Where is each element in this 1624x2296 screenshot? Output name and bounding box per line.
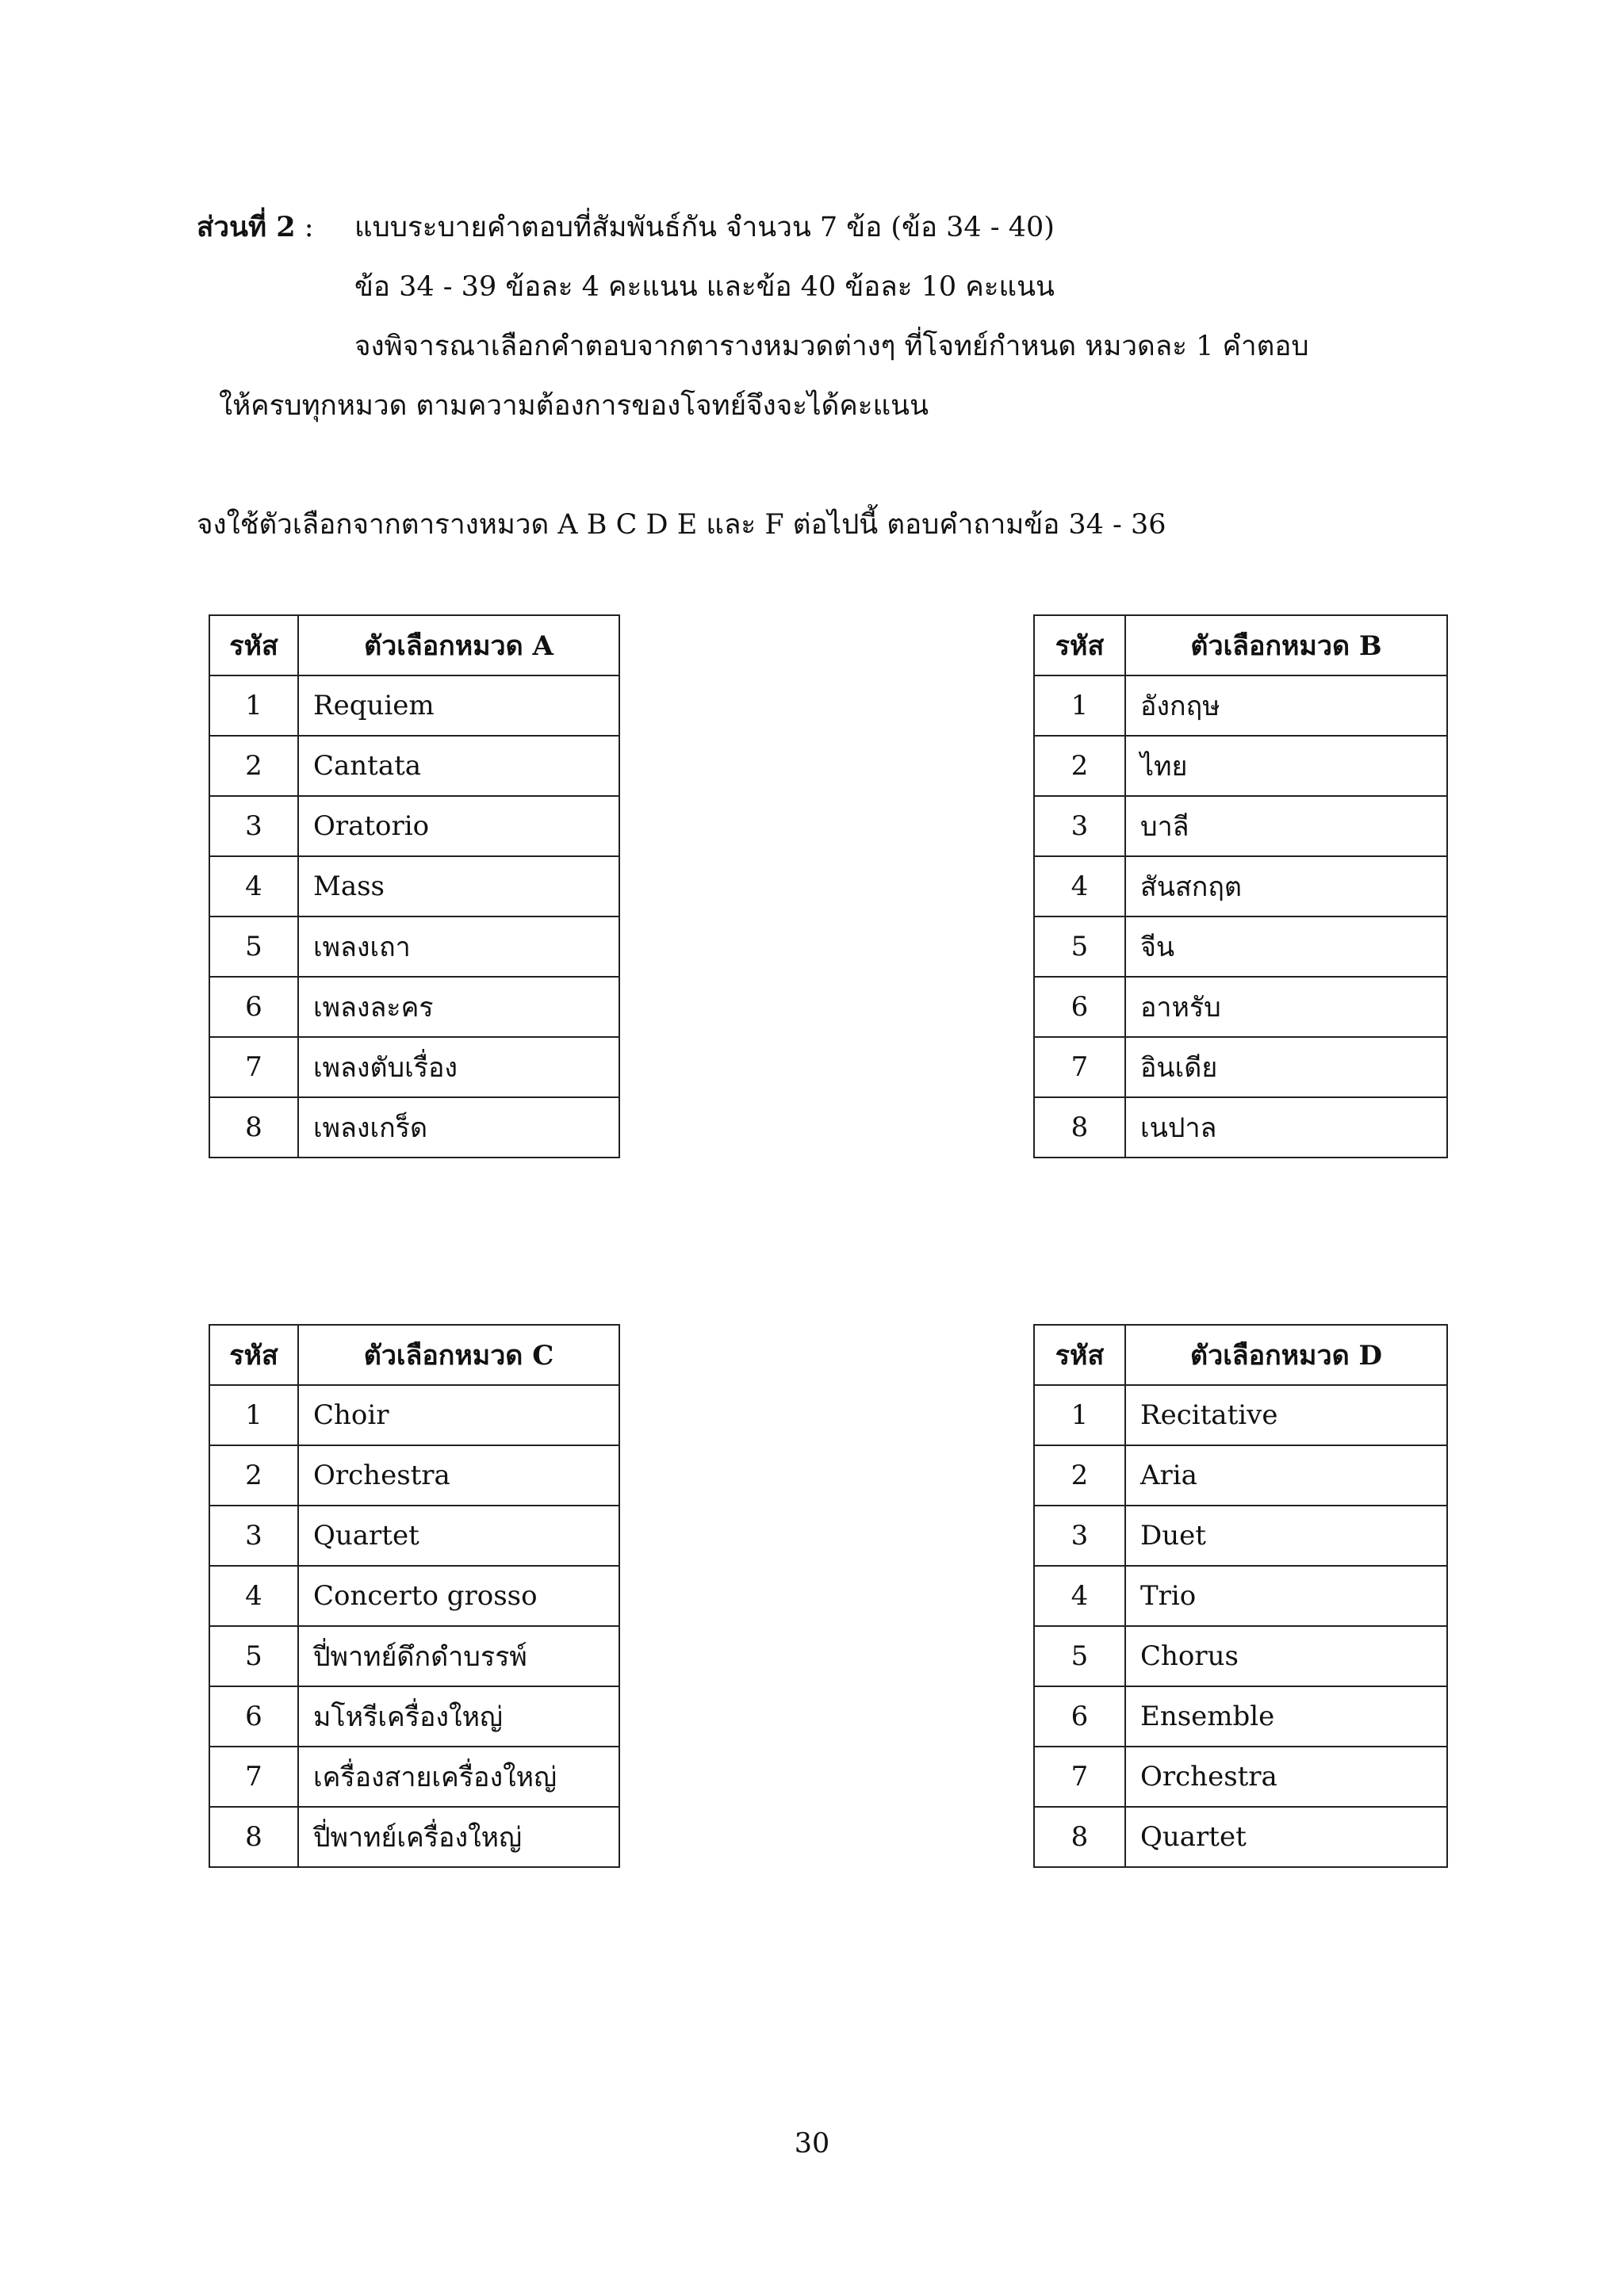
option-label: Recitative [1125, 1385, 1447, 1445]
option-label: ปี่พาทย์เครื่องใหญ่ [298, 1807, 619, 1867]
table-row [1034, 1097, 1447, 1158]
option-code: 3 [209, 796, 298, 856]
option-code: 3 [1034, 1506, 1125, 1566]
page-number: 30 [794, 2128, 830, 2160]
option-code: 1 [209, 675, 298, 736]
option-code: 5 [209, 916, 298, 977]
option-code: 2 [1034, 736, 1125, 796]
table-row [209, 1506, 619, 1566]
table-row [209, 916, 619, 977]
code-header: รหัส [1034, 1325, 1125, 1385]
option-label: Ensemble [1125, 1686, 1447, 1747]
table-row [209, 977, 619, 1037]
table-header-row [209, 1325, 619, 1385]
option-label: อินเดีย [1125, 1037, 1447, 1097]
code-header: รหัส [1034, 615, 1125, 675]
table-row [209, 1626, 619, 1686]
option-code: 8 [1034, 1097, 1125, 1158]
option-label: เพลงเกร็ด [298, 1097, 619, 1158]
option-code: 4 [209, 856, 298, 916]
option-code: 6 [1034, 1686, 1125, 1747]
option-code: 4 [209, 1566, 298, 1626]
option-header: ตัวเลือกหมวด D [1125, 1325, 1447, 1385]
option-code: 7 [209, 1747, 298, 1807]
section-line-3: จงพิจารณาเลือกคำตอบจากตารางหมวดต่างๆ ที่โจทย์กำหนด หมวดละ 1 คำตอบ [354, 331, 1309, 362]
option-code: 4 [1034, 1566, 1125, 1626]
option-label: เพลงละคร [298, 977, 619, 1037]
table-row [1034, 1566, 1447, 1626]
option-label: จีน [1125, 916, 1447, 977]
option-label: มโหรีเครื่องใหญ่ [298, 1686, 619, 1747]
section-line-1: แบบระบายคำตอบที่สัมพันธ์กัน จำนวน 7 ข้อ (ข้อ 34 - 40) [354, 212, 1055, 243]
option-code: 1 [1034, 1385, 1125, 1445]
table-row [209, 1807, 619, 1867]
option-label: บาลี [1125, 796, 1447, 856]
option-code: 3 [1034, 796, 1125, 856]
option-code: 5 [1034, 916, 1125, 977]
table-header-row [209, 615, 619, 675]
table-row [1034, 977, 1447, 1037]
option-label: อังกฤษ [1125, 675, 1447, 736]
code-header: รหัส [209, 615, 298, 675]
table-row [209, 1566, 619, 1626]
table-row [1034, 675, 1447, 736]
option-label: Quartet [298, 1506, 619, 1566]
table-header-row [1034, 615, 1447, 675]
options-table-a [209, 614, 620, 1158]
option-label: เครื่องสายเครื่องใหญ่ [298, 1747, 619, 1807]
options-table-b [1033, 614, 1448, 1158]
table-header-row [1034, 1325, 1447, 1385]
option-label: Choir [298, 1385, 619, 1445]
option-label: ปี่พาทย์ดึกดำบรรพ์ [298, 1626, 619, 1686]
table-row [1034, 736, 1447, 796]
option-code: 8 [209, 1807, 298, 1867]
options-table-c [209, 1324, 620, 1868]
table-row [1034, 1747, 1447, 1807]
option-label: เนปาล [1125, 1097, 1447, 1158]
table-row [1034, 916, 1447, 977]
section-separator: : [304, 212, 314, 243]
table-row [1034, 1445, 1447, 1506]
options-table-d [1033, 1324, 1448, 1868]
option-label: Trio [1125, 1566, 1447, 1626]
option-code: 1 [1034, 675, 1125, 736]
table-row [209, 1385, 619, 1445]
table-row [1034, 1807, 1447, 1867]
option-label: Duet [1125, 1506, 1447, 1566]
table-row [1034, 1037, 1447, 1097]
table-row [209, 1097, 619, 1158]
table-row [209, 1747, 619, 1807]
table-row [209, 1686, 619, 1747]
section-line-4: ให้ครบทุกหมวด ตามความต้องการของโจทย์จึงจะได้คะแนน [219, 390, 929, 422]
table-row [209, 856, 619, 916]
option-label: Aria [1125, 1445, 1447, 1506]
instruction-text: จงใช้ตัวเลือกจากตารางหมวด A B C D E และ F ต่อไปนี้ ตอบคำถามข้อ 34 - 36 [197, 509, 1166, 541]
option-code: 2 [209, 736, 298, 796]
option-label: Cantata [298, 736, 619, 796]
table-row [209, 736, 619, 796]
section-label: ส่วนที่ 2 [197, 211, 296, 243]
option-code: 2 [209, 1445, 298, 1506]
option-code: 7 [1034, 1037, 1125, 1097]
option-code: 8 [209, 1097, 298, 1158]
table-row [1034, 1626, 1447, 1686]
option-label: Orchestra [1125, 1747, 1447, 1807]
table-row [209, 1445, 619, 1506]
table-row [1034, 1385, 1447, 1445]
option-label: Quartet [1125, 1807, 1447, 1867]
option-code: 8 [1034, 1807, 1125, 1867]
code-header: รหัส [209, 1325, 298, 1385]
option-label: สันสกฤต [1125, 856, 1447, 916]
section-line-2: ข้อ 34 - 39 ข้อละ 4 คะแนน และข้อ 40 ข้อละ 10 คะแนน [354, 271, 1055, 303]
option-label: Orchestra [298, 1445, 619, 1506]
table-row [1034, 1506, 1447, 1566]
option-code: 6 [209, 977, 298, 1037]
option-label: Oratorio [298, 796, 619, 856]
option-code: 6 [1034, 977, 1125, 1037]
option-label: Concerto grosso [298, 1566, 619, 1626]
option-header: ตัวเลือกหมวด A [298, 615, 619, 675]
option-code: 6 [209, 1686, 298, 1747]
table-row [209, 675, 619, 736]
table-row [1034, 1686, 1447, 1747]
option-code: 1 [209, 1385, 298, 1445]
option-label: Requiem [298, 675, 619, 736]
table-row [1034, 856, 1447, 916]
table-row [209, 1037, 619, 1097]
section-label-line [197, 209, 314, 247]
option-label: Mass [298, 856, 619, 916]
option-code: 5 [209, 1626, 298, 1686]
option-header: ตัวเลือกหมวด C [298, 1325, 619, 1385]
option-code: 3 [209, 1506, 298, 1566]
option-code: 7 [209, 1037, 298, 1097]
option-label: เพลงเถา [298, 916, 619, 977]
option-header: ตัวเลือกหมวด B [1125, 615, 1447, 675]
table-row [209, 796, 619, 856]
option-code: 2 [1034, 1445, 1125, 1506]
option-label: Chorus [1125, 1626, 1447, 1686]
option-code: 7 [1034, 1747, 1125, 1807]
option-label: อาหรับ [1125, 977, 1447, 1037]
option-label: เพลงตับเรื่อง [298, 1037, 619, 1097]
option-code: 4 [1034, 856, 1125, 916]
option-label: ไทย [1125, 736, 1447, 796]
option-code: 5 [1034, 1626, 1125, 1686]
table-row [1034, 796, 1447, 856]
